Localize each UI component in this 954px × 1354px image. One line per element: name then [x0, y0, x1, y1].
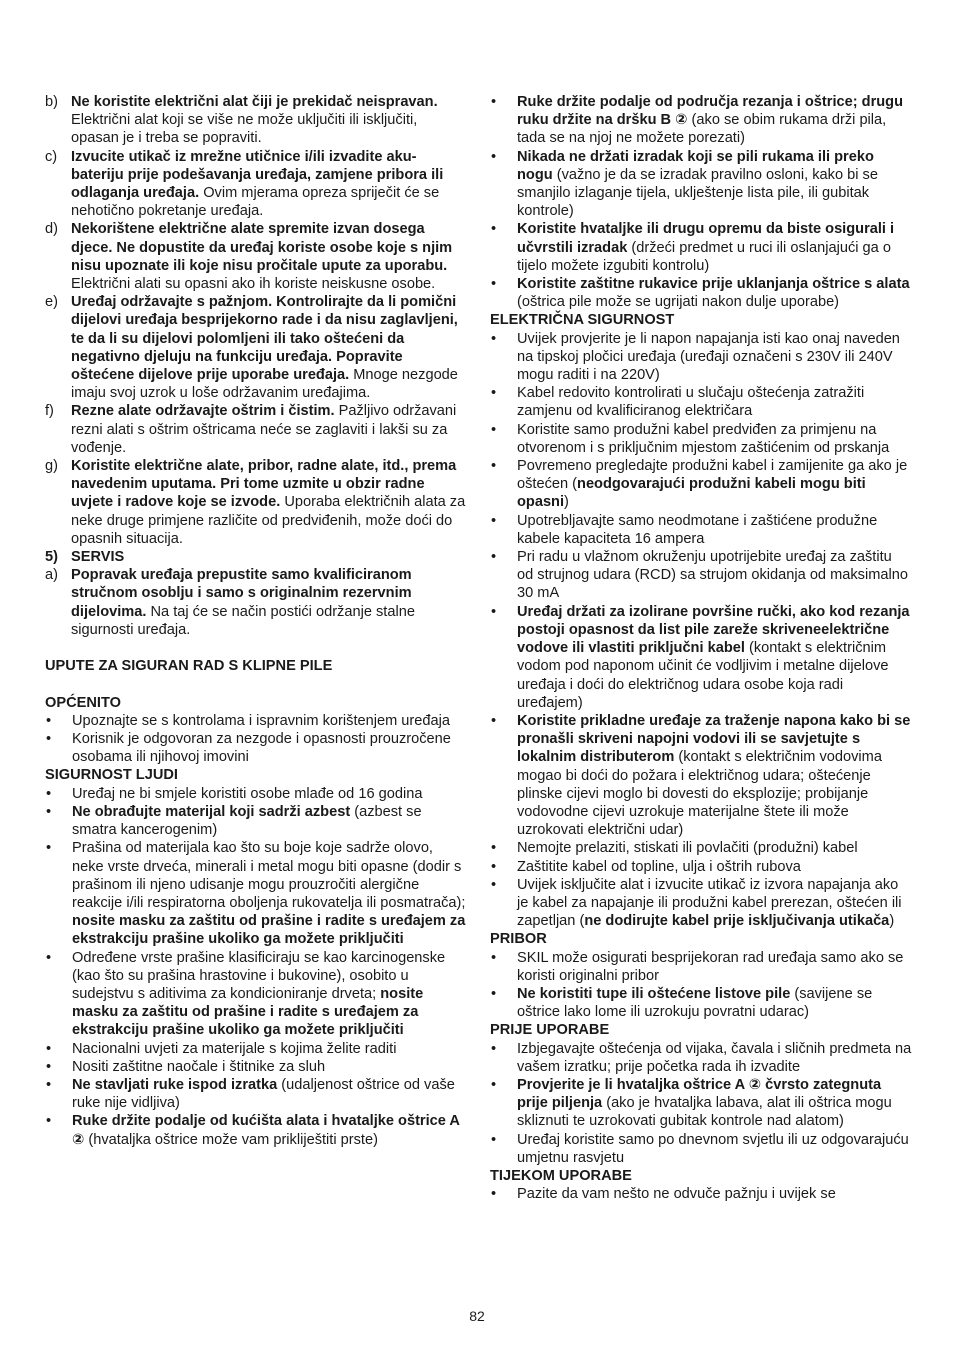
lettered-item — [45, 457, 467, 548]
item-text: Provjerite je li hvataljka oštrice A ② čvrsto zategnuta prije piljenja (ako je hvataljka labava, alat ili oštrica mogu skliznuti te uzrokovati gubitak kontrole nad alatom) — [517, 1076, 892, 1130]
bullet-icon: • — [491, 712, 497, 729]
item-text: Ruke držite podalje od kućišta alata i hvataljke oštrice A ② (hvataljka oštrice može vam prikliještiti prste) — [72, 1113, 460, 1148]
upute-title: UPUTE ZA SIGURAN RAD S KLIPNE PILE — [45, 658, 333, 675]
bullet-icon: • — [491, 1076, 497, 1093]
bullet-icon: • — [491, 858, 497, 875]
item-label: a) — [45, 567, 58, 584]
list-item — [45, 803, 467, 839]
item-text: Uređaj držati za izolirane površine ručki, ako kod rezanja postoji opasnost da list pile zareže skriveneelektrične vodove ili vlastiti priključni kabel (kontakt s električnim vodom pod naponom učinit će vodljivim i metalne dijelove uređaja i doći do električnog udara osobe koja radi uređajem) — [517, 603, 910, 711]
bullet-icon: • — [491, 458, 497, 475]
bullet-icon: • — [491, 1131, 497, 1148]
item-text: Povremeno pregledajte produžni kabel i zamijenite ga ako je oštećen (neodgovarajući produžni kabeli mogu biti opasni) — [517, 458, 908, 511]
item-text: Nemojte prelaziti, stiskati ili povlačiti (produžni) kabel — [517, 840, 858, 857]
servis-heading — [45, 548, 467, 566]
left-column — [45, 93, 467, 1149]
bullet-icon: • — [46, 949, 52, 966]
list-item — [45, 839, 467, 948]
bullet-icon: • — [491, 94, 497, 110]
pribor-list — [490, 949, 912, 1022]
bullet-icon: • — [491, 421, 497, 438]
bullet-icon: • — [46, 731, 52, 748]
item-text: Popravak uređaja prepustite samo kvalificiranom stručnom osoblju i samo s originalnim rezervnim dijelovima. Na taj će se način postići održanje stalne sigurnosti uređaja. — [71, 567, 415, 638]
item-text: Upoznajte se s kontrolama i ispravnim korištenjem uređaja — [72, 712, 450, 729]
item-text: Izvucite utikač iz mrežne utičnice i/ili izvadite aku-bateriju prije podešavanja uređaja, zamjene pribora ili odlaganja uređaja. Ovim mjerama opreza spriječit će se nehotično pokretanje uređaja. — [71, 148, 444, 220]
item-label: d) — [45, 221, 58, 238]
item-label: c) — [45, 148, 58, 165]
opcenito-heading: OPĆENITO — [45, 694, 121, 711]
bullet-icon: • — [46, 712, 52, 729]
list-item — [490, 876, 912, 931]
list-item — [490, 421, 912, 457]
item-text: Koristite samo produžni kabel predviđen za primjenu na otvorenom i s priključnim mjestom zaštićenim od prskanja — [517, 421, 890, 456]
item-text: Ne koristite električni alat čiji je prekidač neispravan. Električni alat koji se više ne može uključiti ili isključiti, opasan je i treba se popraviti. — [71, 94, 438, 147]
item-text: Uređaj koristite samo po dnevnom svjetlu ili uz odgovarajuću umjetnu rasvjetu — [517, 1131, 909, 1166]
lettered-item — [45, 148, 467, 221]
servis-item — [45, 566, 467, 639]
bullet-icon: • — [491, 330, 497, 347]
list-item — [490, 858, 912, 876]
list-item — [490, 1185, 912, 1203]
list-item — [490, 1076, 912, 1131]
item-text: Uvijek provjerite je li napon napajanja isti kao onaj naveden na tipskoj pločici uređaja (uređaji označeni s 230V ili 240V mogu raditi i na 220V) — [517, 330, 900, 384]
item-text: Rezne alate održavajte oštrim i čistim. Pažljivo održavani rezni alati s oštrim oštricama neće se zaglaviti i lakši su za vođenje. — [71, 403, 457, 456]
list-item — [490, 603, 912, 712]
bullet-icon: • — [491, 949, 497, 966]
list-item — [45, 1058, 467, 1076]
item-text: Koristite električne alate, pribor, radne alate, itd., prema navedenim uputama. Pri tome uzmite u obzir radne uvjete i radove koje se izvode. Uporaba električnih alata za neke druge primjene različite od predviđenih, može doći do opasnih situacija. — [71, 458, 466, 547]
bullet-icon: • — [491, 985, 497, 1002]
bullet-icon: • — [46, 803, 52, 820]
elektricna-sigurnost-heading: ELEKTRIČNA SIGURNOST — [490, 312, 675, 329]
item-label: b) — [45, 94, 58, 110]
list-item — [490, 839, 912, 857]
list-item — [490, 949, 912, 985]
bullet-icon: • — [491, 876, 497, 893]
bullet-icon: • — [46, 1113, 52, 1130]
item-text: Ne koristiti tupe ili oštećene listove pile (savijene se oštrice lako lome ili uzrokuju povratni udarac) — [517, 985, 873, 1021]
list-item — [490, 220, 912, 275]
bullet-icon: • — [491, 1186, 497, 1203]
prije-uporabe-list — [490, 1040, 912, 1167]
list-item — [45, 1112, 467, 1148]
item-text: Nositi zaštitne naočale i štitnike za sluh — [72, 1058, 326, 1075]
bullet-icon: • — [491, 385, 497, 402]
list-item — [45, 785, 467, 803]
list-item — [490, 512, 912, 548]
list-item — [45, 1040, 467, 1058]
list-item — [490, 1040, 912, 1076]
servis-title: SERVIS — [71, 549, 125, 566]
list-item — [45, 730, 467, 766]
list-item — [490, 548, 912, 603]
item-text: Ruke držite podalje od područja rezanja i oštrice; drugu ruku držite na dršku B ② (ako se obim rukama drži pila, tada se na njoj ne možete porezati) — [517, 94, 903, 147]
item-text: Određene vrste prašine klasificiraju se kao karcinogenske (kao što su prašina hrastovine i bukovine), osobito u sudejstvu s aditivima za kondicioniranje drveta; nosite masku za zaštitu od prašine i radite s uređajem za ekstrakciju prašine ukoliko ga možete priključiti — [72, 949, 446, 1039]
bullet-icon: • — [491, 512, 497, 529]
item-text: Kabel redovito kontrolirati u slučaju oštećenja zatražiti zamjenu od kvalificiranog električara — [517, 385, 865, 420]
tijekom-uporabe-heading: TIJEKOM UPORABE — [490, 1167, 632, 1184]
lettered-item — [45, 93, 467, 148]
list-item — [45, 949, 467, 1040]
item-text: Ne stavljati ruke ispod izratka (udaljenost oštrice od vaše ruke nije vidljiva) — [72, 1076, 455, 1112]
bullet-icon: • — [491, 221, 497, 238]
item-text: Korisnik je odgovoran za nezgode i opasnosti prouzročene osobama ili njihovoj imovini — [72, 731, 451, 766]
lettered-item — [45, 402, 467, 457]
item-label: g) — [45, 458, 58, 475]
sigurnost-ljudi-heading: SIGURNOST LJUDI — [45, 767, 178, 784]
bullet-icon: • — [491, 840, 497, 857]
item-text: Uređaj ne bi smjele koristiti osobe mlađe od 16 godina — [72, 785, 423, 802]
list-item — [490, 985, 912, 1021]
bullet-icon: • — [46, 840, 52, 857]
list-item — [490, 148, 912, 221]
bullet-icon: • — [46, 1076, 52, 1093]
list-item — [490, 384, 912, 420]
item-label: e) — [45, 294, 58, 311]
right-column — [490, 93, 912, 1203]
bullet-icon: • — [491, 603, 497, 620]
page-number: 82 — [469, 1308, 485, 1324]
item-text: Ne obrađujte materijal koji sadrži azbest (azbest se smatra kancerogenim) — [72, 803, 422, 839]
list-item — [45, 1076, 467, 1112]
item-text: Prašina od materijala kao što su boje koje sadrže olovo, neke vrste drveća, minerali i metal mogu biti opasne (dodir s prašinom ili njeno udisanje mogu prouzročiti alergične reakcije i/ili respiratorna obolјenja rukovatelja ili posmatrača); nosite masku za zaštitu od prašine i radite s uređajem za ekstrakciju prašine ukoliko ga možete priključiti — [72, 840, 466, 948]
item-text: Upotrebljavajte samo neodmotane i zaštićene produžne kabele kapaciteta 16 ampera — [517, 512, 878, 547]
bullet-icon: • — [491, 1040, 497, 1057]
item-text: Pazite da vam nešto ne odvuče pažnju i uvijek se — [517, 1186, 836, 1203]
bullet-icon: • — [491, 276, 497, 293]
bullet-icon: • — [46, 785, 52, 802]
item-text: Nacionalni uvjeti za materijale s kojima želite raditi — [72, 1040, 397, 1057]
sigurnost-ljudi-list — [45, 785, 467, 1149]
item-text: Izbjegavajte oštećenja od vijaka, čavala i sličnih predmeta na vašem izratku; prije početka rada ih izvadite — [517, 1040, 912, 1075]
item-text: Nekorištene električne alate spremite izvan dosega djece. Ne dopustite da uređaj koriste osobe koje s njim nisu upoznate ili koje nisu pročitale upute za uporabu. Električni alati su opasni ako ih koriste neiskusne osobe. — [71, 221, 453, 293]
servis-number: 5) — [45, 549, 58, 566]
elektricna-sigurnost-list — [490, 330, 912, 931]
tijekom-uporabe-list — [490, 1185, 912, 1203]
list-item — [490, 712, 912, 839]
item-text: Koristite zaštitne rukavice prije uklanjanja oštrice s alata (oštrica pile može se ugrijati nakon dulje uporabe) — [517, 276, 910, 311]
list-item — [490, 1131, 912, 1167]
bullet-icon: • — [46, 1058, 52, 1075]
item-text: Koristite prikladne uređaje za traženje napona kako bi se pronašli skriveni napojni vodovi ili se savjetujte s lokalnim distributerom (kontakt s električnim vodovima mogao bi doći do požara i električnog udara; oštećenje plinske cijevi moglo bi dovesti do eksplozije; probijanje vodovodne cijevi uzrokuje materijalne štete ili može uzrokovati električni udar) — [517, 712, 911, 839]
opcenito-list — [45, 712, 467, 767]
list-item — [490, 93, 912, 148]
bullet-icon: • — [491, 549, 497, 566]
item-text: Pri radu u vlažnom okruženju upotrijebite uređaj za zaštitu od strujnog udara (RCD) sa strujom okidanja od maksimalno 30 mA — [517, 549, 908, 602]
prije-uporabe-heading: PRIJE UPORABE — [490, 1022, 610, 1039]
item-text: SKIL može osigurati besprijekoran rad uređaja samo ako se koristi originalni pribor — [517, 949, 904, 984]
list-item — [490, 275, 912, 311]
item-text: Uređaj održavajte s pažnjom. Kontrolirajte da li pomični dijelovi uređaja besprijekorno rade i da nisu zaglavljeni, te da li su dijelovi polomljeni ili tako oštećeni da negativno djeluju na funkciju uređaja. Popravite oštećene dijelove prije uporabe uređaja. Mnoge nezgode imaju svoj uzrok u loše održavanim uređajima. — [71, 294, 458, 402]
list-item — [490, 330, 912, 385]
item-text: Koristite hvataljke ili drugu opremu da biste osigurali i učvrstili izradak (držeći predmet u ruci ili oslanjajući ga o tijelo možete izgubiti kontrolu) — [517, 221, 895, 274]
safety-rules-list — [45, 93, 467, 548]
pribor-heading: PRIBOR — [490, 931, 547, 948]
item-text: Zaštitite kabel od topline, ulja i oštrih rubova — [517, 858, 801, 875]
item-text: Uvijek isključite alat i izvucite utikač iz izvora napajanja ako je kabel za napajanje ili produžni kabel prerezan, oštećen ili zapetljan (ne dodirujte kabel prije isključivanja utikača) — [517, 876, 902, 930]
list-item — [45, 712, 467, 730]
item-label: f) — [45, 403, 54, 420]
list-item — [490, 457, 912, 512]
item-text: Nikada ne držati izradak koji se pili rukama ili preko nogu (važno je da se izradak pravilno osloni, kako bi se smanjilo izlaganje tijela, uklještenje lista pile, ili gubitak kontrole) — [517, 148, 878, 220]
bullet-icon: • — [491, 148, 497, 165]
lettered-item — [45, 220, 467, 293]
lettered-item — [45, 293, 467, 402]
bullet-icon: • — [46, 1040, 52, 1057]
hand-safety-list — [490, 93, 912, 311]
